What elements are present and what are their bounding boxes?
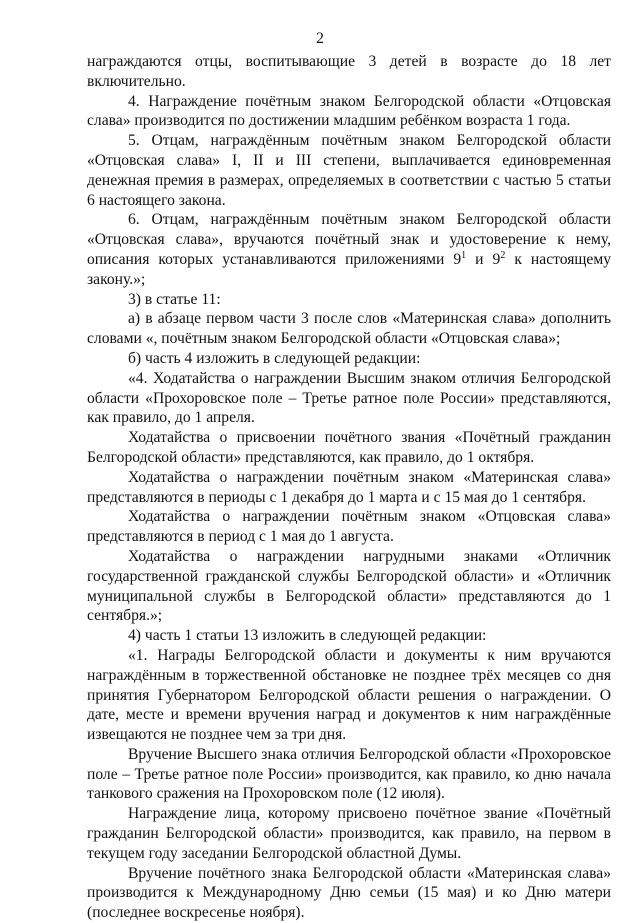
paragraph-item-6-text-middle: и 9	[466, 250, 501, 268]
paragraph-petition-mother-glory: Ходатайства о награждении почётным знаком «Материнская слава» представляются в периоды с 1 декабря до 1 марта и с 15 мая до 1 сентября.	[87, 468, 611, 506]
paragraph-awards-presentation: «1. Награды Белгородской области и документы к ним вручаются награждённым в торжественной обстановке не позднее трёх месяцев со дня принятия Губернатором Белгородской области решения о награждении. О дате, месте и времени вручения наград и документов к ним награждённые извещаются не позднее чем за три дня.	[87, 646, 611, 744]
paragraph-subitem-a: а) в абзаце первом части 3 после слов «Материнская слава» дополнить словами «, почётным знаком Белгородской области «Отцовская слава»;	[87, 310, 611, 348]
paragraph-petition-father-glory: Ходатайства о награждении почётным знаком «Отцовская слава» представляются в период с 1 мая до 1 августа.	[87, 508, 611, 546]
paragraph-item-4: 4. Награждение почётным знаком Белгородской области «Отцовская слава» производится по достижении младшим ребёнком возраста 1 года.	[87, 92, 611, 130]
paragraph-article-13: 4) часть 1 статьи 13 изложить в следующей редакции:	[128, 627, 487, 645]
paragraph-petition-honorary-citizen: Ходатайства о присвоении почётного звания «Почётный гражданин Белгородской области» представляются, как правило, до 1 октября.	[87, 429, 611, 466]
paragraph-petition-badges: Ходатайства о награждении нагрудными знаками «Отличник государственной гражданской службы Белгородской области» и «Отличник муниципальной службы в Белгородской области» представляются до 1 сентября.»;	[87, 547, 611, 625]
paragraph-prokhorovka-field: Вручение Высшего знака отличия Белгородской области «Прохоровское поле – Третье ратное поле России» производится, как правило, ко дню начала танкового сражения на Прохоровском поле (12 июля).	[87, 745, 611, 803]
paragraph-continuation: награждаются отцы, воспитывающие 3 детей в возрасте до 18 лет включительно.	[87, 53, 611, 90]
paragraph-item-6	[87, 210, 611, 289]
paragraph-subitem-b: б) часть 4 изложить в следующей редакции:	[128, 349, 421, 367]
paragraph-article-11: 3) в статье 11:	[128, 290, 221, 308]
superscript-1: 1	[461, 249, 467, 261]
paragraph-petition-4: «4. Ходатайства о награждении Высшим знаком отличия Белгородской области «Прохоровское поле – Третье ратное поле России» представляются, как правило, до 1 апреля.	[87, 369, 611, 427]
paragraph-item-6-text-before: 6. Отцам, награждённым почётным знаком Белгородской области «Отцовская слава», вручаются почётный знак и удостоверение к нему, описания которых устанавливаются приложениями 9	[87, 211, 611, 268]
document-body	[87, 52, 611, 923]
superscript-2: 2	[500, 249, 506, 261]
paragraph-item-6-text-after: к настоящему закону.»;	[87, 250, 611, 288]
paragraph-item-5: 5. Отцам, награждённым почётным знаком Белгородской области «Отцовская слава» I, II и III степени, выплачивается единовременная денежная премия в размерах, определяемых в соответствии с частью 5 статьи 6 настоящего закона.	[87, 132, 611, 209]
page-number: 2	[316, 30, 324, 47]
paragraph-honorary-citizen-award: Награждение лица, которому присвоено почётное звание «Почётный гражданин Белгородской области» производится, как правило, на первом в текущем году заседании Белгородской областной Думы.	[87, 805, 611, 862]
paragraph-mother-glory-award: Вручение почётного знака Белгородской области «Материнская слава» производится к Международному Дню семьи (15 мая) и ко Дню матери (последнее воскресенье ноября).	[87, 864, 611, 922]
